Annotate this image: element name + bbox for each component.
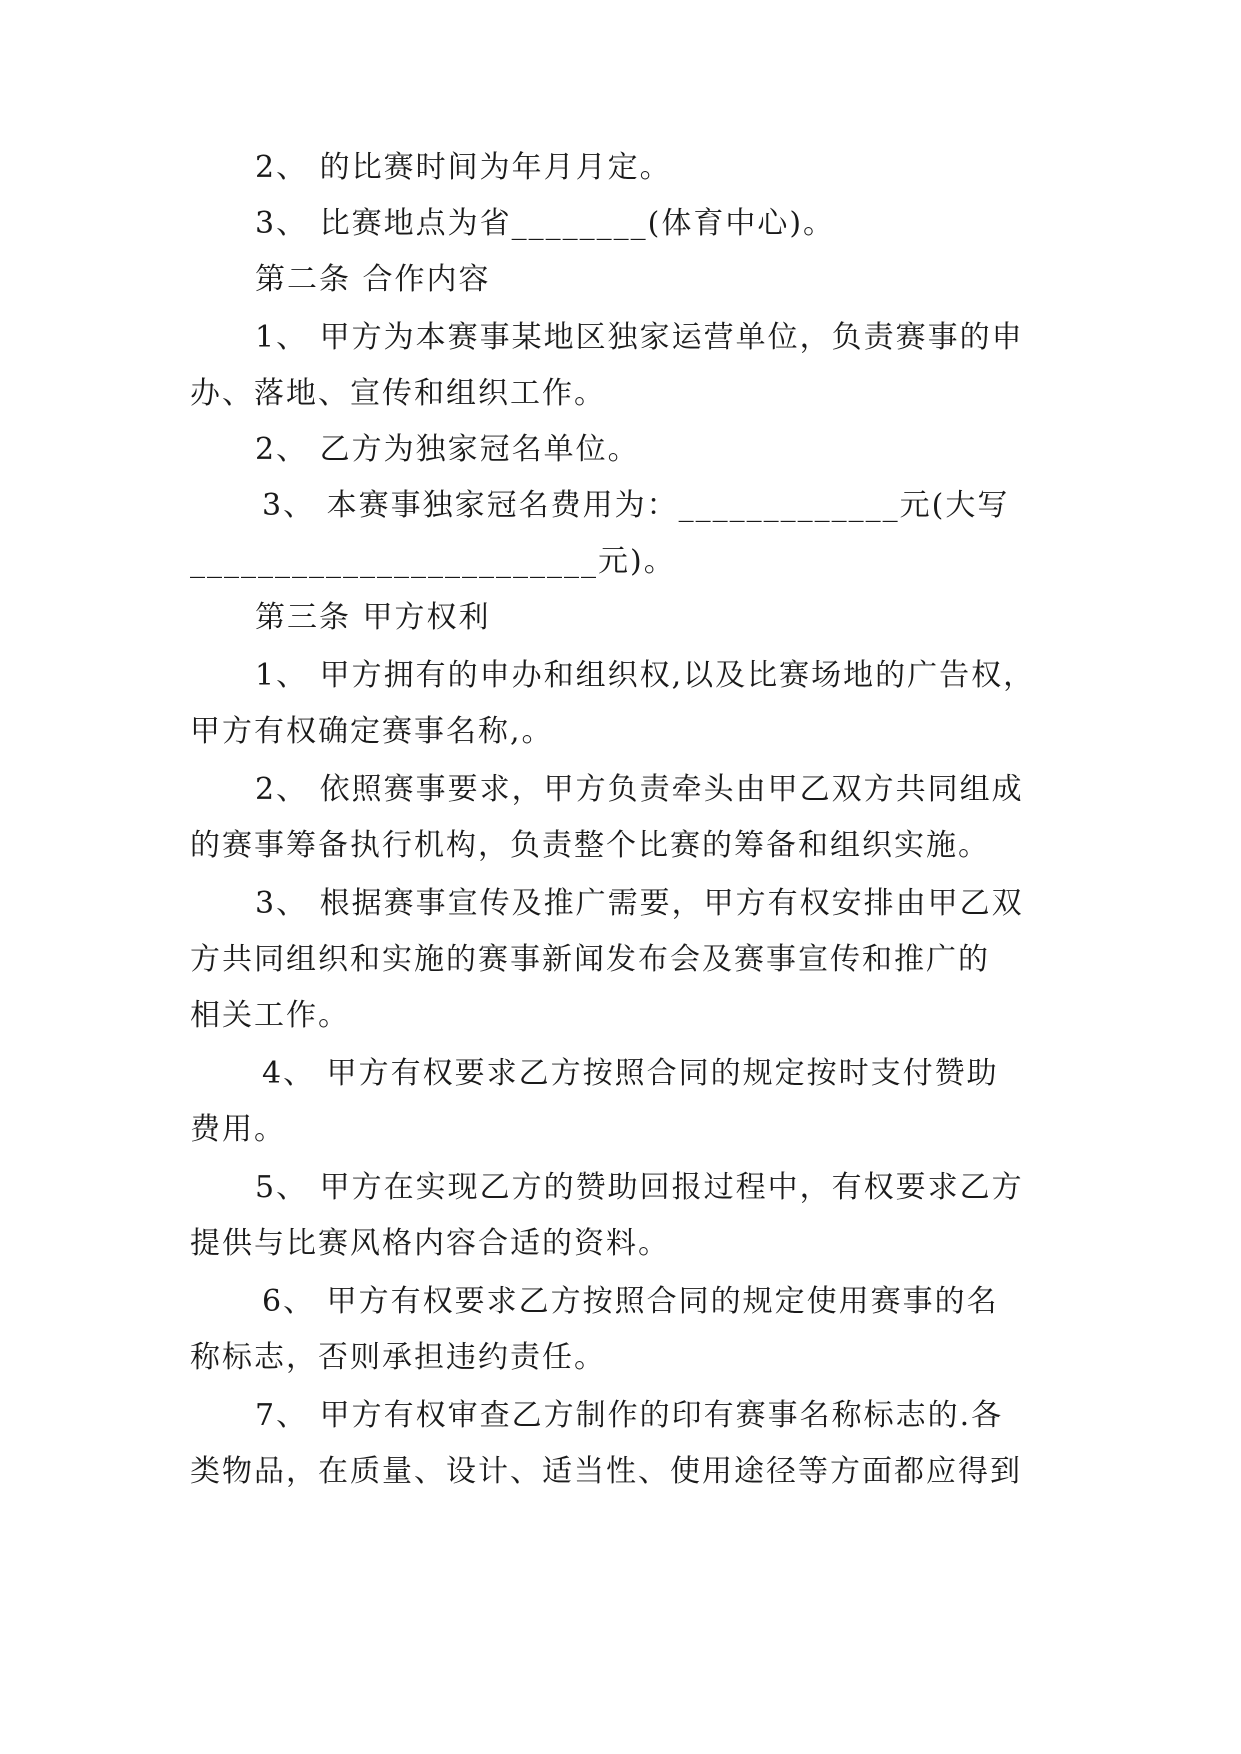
text-line: 2、 的比赛时间为年月月定。	[255, 150, 672, 185]
text-line: 4、 甲方有权要求乙方按照合同的规定按时支付赞助	[262, 1056, 999, 1091]
text-line: 6、 甲方有权要求乙方按照合同的规定使用赛事的名	[262, 1284, 999, 1319]
text-line: 方共同组织和实施的赛事新闻发布会及赛事宣传和推广的	[190, 942, 990, 977]
text-line: 1、 甲方为本赛事某地区独家运营单位，负责赛事的申	[255, 320, 1024, 355]
text-line: 办、落地、宣传和组织工作。	[190, 376, 606, 411]
text-line: 甲方有权确定赛事名称,。	[190, 714, 554, 749]
text-line: 2、 依照赛事要求，甲方负责牵头由甲乙双方共同组成	[255, 772, 1024, 807]
text-line: 3、 根据赛事宣传及推广需要，甲方有权安排由甲乙双	[255, 886, 1024, 921]
text-line: 的赛事筹备执行机构，负责整个比赛的筹备和组织实施。	[190, 828, 990, 863]
text-line: 提供与比赛风格内容合适的资料。	[190, 1226, 670, 1261]
text-line: 2、 乙方为独家冠名单位。	[255, 432, 640, 467]
text-line: 1、 甲方拥有的申办和组织权,以及比赛场地的广告权，	[255, 658, 1036, 693]
text-line: 3、 比赛地点为省________(体育中心)。	[255, 206, 836, 241]
text-line: 5、 甲方在实现乙方的赞助回报过程中，有权要求乙方	[255, 1170, 1024, 1205]
text-line: 7、 甲方有权审查乙方制作的印有赛事名称标志的.各	[255, 1398, 1004, 1433]
section-heading: 第二条 合作内容	[255, 262, 491, 297]
text-line: 相关工作。	[190, 998, 350, 1033]
text-line: ________________________元)。	[190, 544, 676, 579]
text-line: 称标志，否则承担违约责任。	[190, 1340, 606, 1375]
section-heading: 第三条 甲方权利	[255, 600, 491, 635]
text-line: 类物品，在质量、设计、适当性、使用途径等方面都应得到	[190, 1454, 1022, 1489]
text-line: 3、 本赛事独家冠名费用为：_____________元(大写	[262, 488, 1010, 523]
text-line: 费用。	[190, 1112, 286, 1147]
